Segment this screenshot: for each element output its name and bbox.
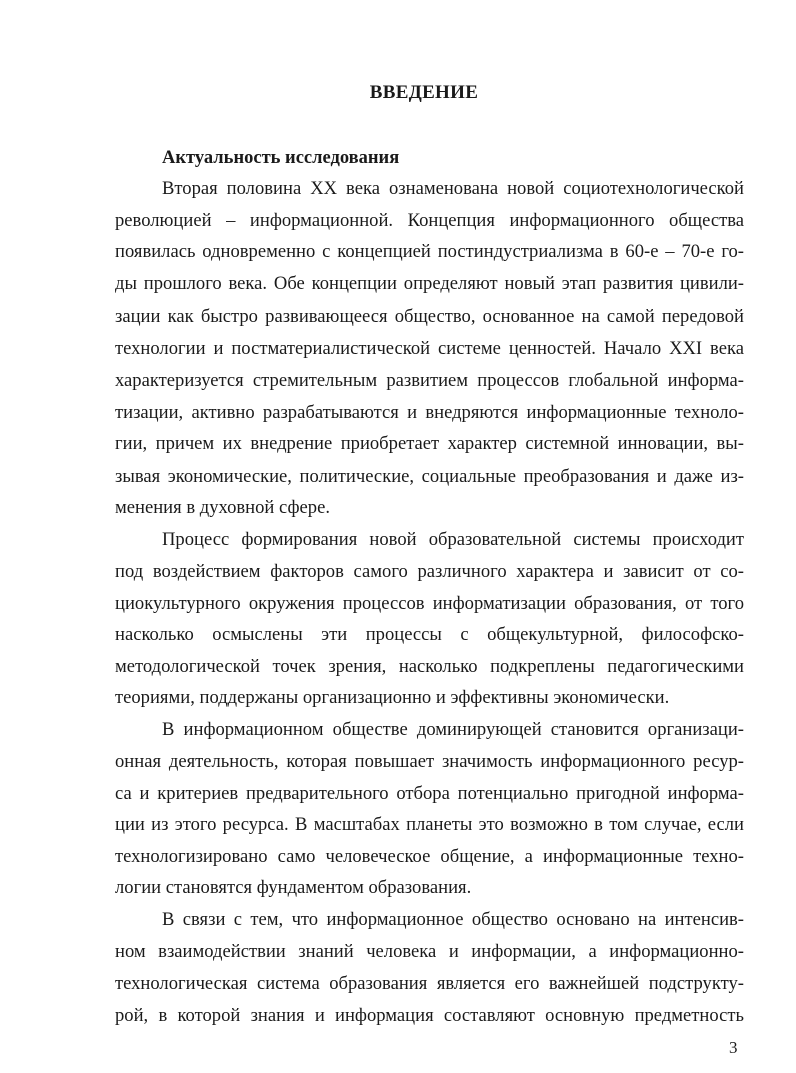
paragraph-3-line: ции из этого ресурса. В масштабах планеты это возможно в том случае, если bbox=[115, 814, 744, 835]
paragraph-1-line: менения в духовной сфере. bbox=[115, 497, 330, 518]
paragraph-4-line: ном взаимодействии знаний человека и информации, а информационно- bbox=[115, 941, 744, 962]
paragraph-2-line: методологической точек зрения, насколько подкреплены педагогическими bbox=[115, 656, 744, 677]
paragraph-3-line: са и критериев предварительного отбора потенциально пригодной информа- bbox=[115, 783, 744, 804]
section-heading: Актуальность исследования bbox=[162, 148, 400, 168]
paragraph-3-line: технологизировано само человеческое общение, а информационные техно- bbox=[115, 846, 744, 867]
paragraph-4-line: технологическая система образования является его важнейшей подструкту- bbox=[115, 973, 744, 994]
paragraph-1-line: гии, причем их внедрение приобретает характер системной инновации, вы- bbox=[115, 433, 744, 454]
paragraph-3-line: логии становятся фундаментом образования. bbox=[115, 877, 472, 898]
paragraph-3-line: В информационном обществе доминирующей становится организаци- bbox=[162, 719, 744, 740]
paragraph-4-line: рой, в которой знания и информация составляют основную предметность bbox=[115, 1005, 744, 1026]
paragraph-1-line: появилась одновременно с концепцией постиндустриализма в 60-е – 70-е го- bbox=[115, 241, 744, 262]
page-number: 3 bbox=[729, 1038, 738, 1057]
paragraph-1-line: тизации, активно разрабатываются и внедряются информационные техноло- bbox=[115, 402, 744, 423]
paragraph-1-line: зации как быстро развивающееся общество, основанное на самой передовой bbox=[115, 306, 744, 327]
paragraph-3-line: онная деятельность, которая повышает значимость информационного ресур- bbox=[115, 751, 744, 772]
paragraph-1-line: Вторая половина XX века ознаменована новой социотехнологической bbox=[162, 178, 744, 199]
page-title: ВВЕДЕНИЕ bbox=[369, 82, 479, 103]
paragraph-2-line: насколько осмыслены эти процессы с общекультурной, философско- bbox=[115, 624, 744, 645]
paragraph-2-line: циокультурного окружения процессов информатизации образования, от того bbox=[115, 593, 744, 614]
paragraph-2-line: под воздействием факторов самого различного характера и зависит от со- bbox=[115, 561, 744, 582]
paragraph-4-line: В связи с тем, что информационное общество основано на интенсив- bbox=[162, 909, 744, 930]
paragraph-1-line: ды прошлого века. Обе концепции определяют новый этап развития цивили- bbox=[115, 273, 744, 294]
paragraph-1-line: революцией – информационной. Концепция информационного общества bbox=[115, 210, 744, 231]
paragraph-2-line: теориями, поддержаны организационно и эффективны экономически. bbox=[115, 687, 670, 708]
paragraph-1-line: зывая экономические, политические, социальные преобразования и даже из- bbox=[115, 466, 744, 487]
paragraph-1-line: характеризуется стремительным развитием процессов глобальной информа- bbox=[115, 370, 744, 391]
paragraph-2-line: Процесс формирования новой образовательной системы происходит bbox=[162, 529, 744, 550]
paragraph-1-line: технологии и постматериалистической системе ценностей. Начало XXI века bbox=[115, 338, 744, 359]
